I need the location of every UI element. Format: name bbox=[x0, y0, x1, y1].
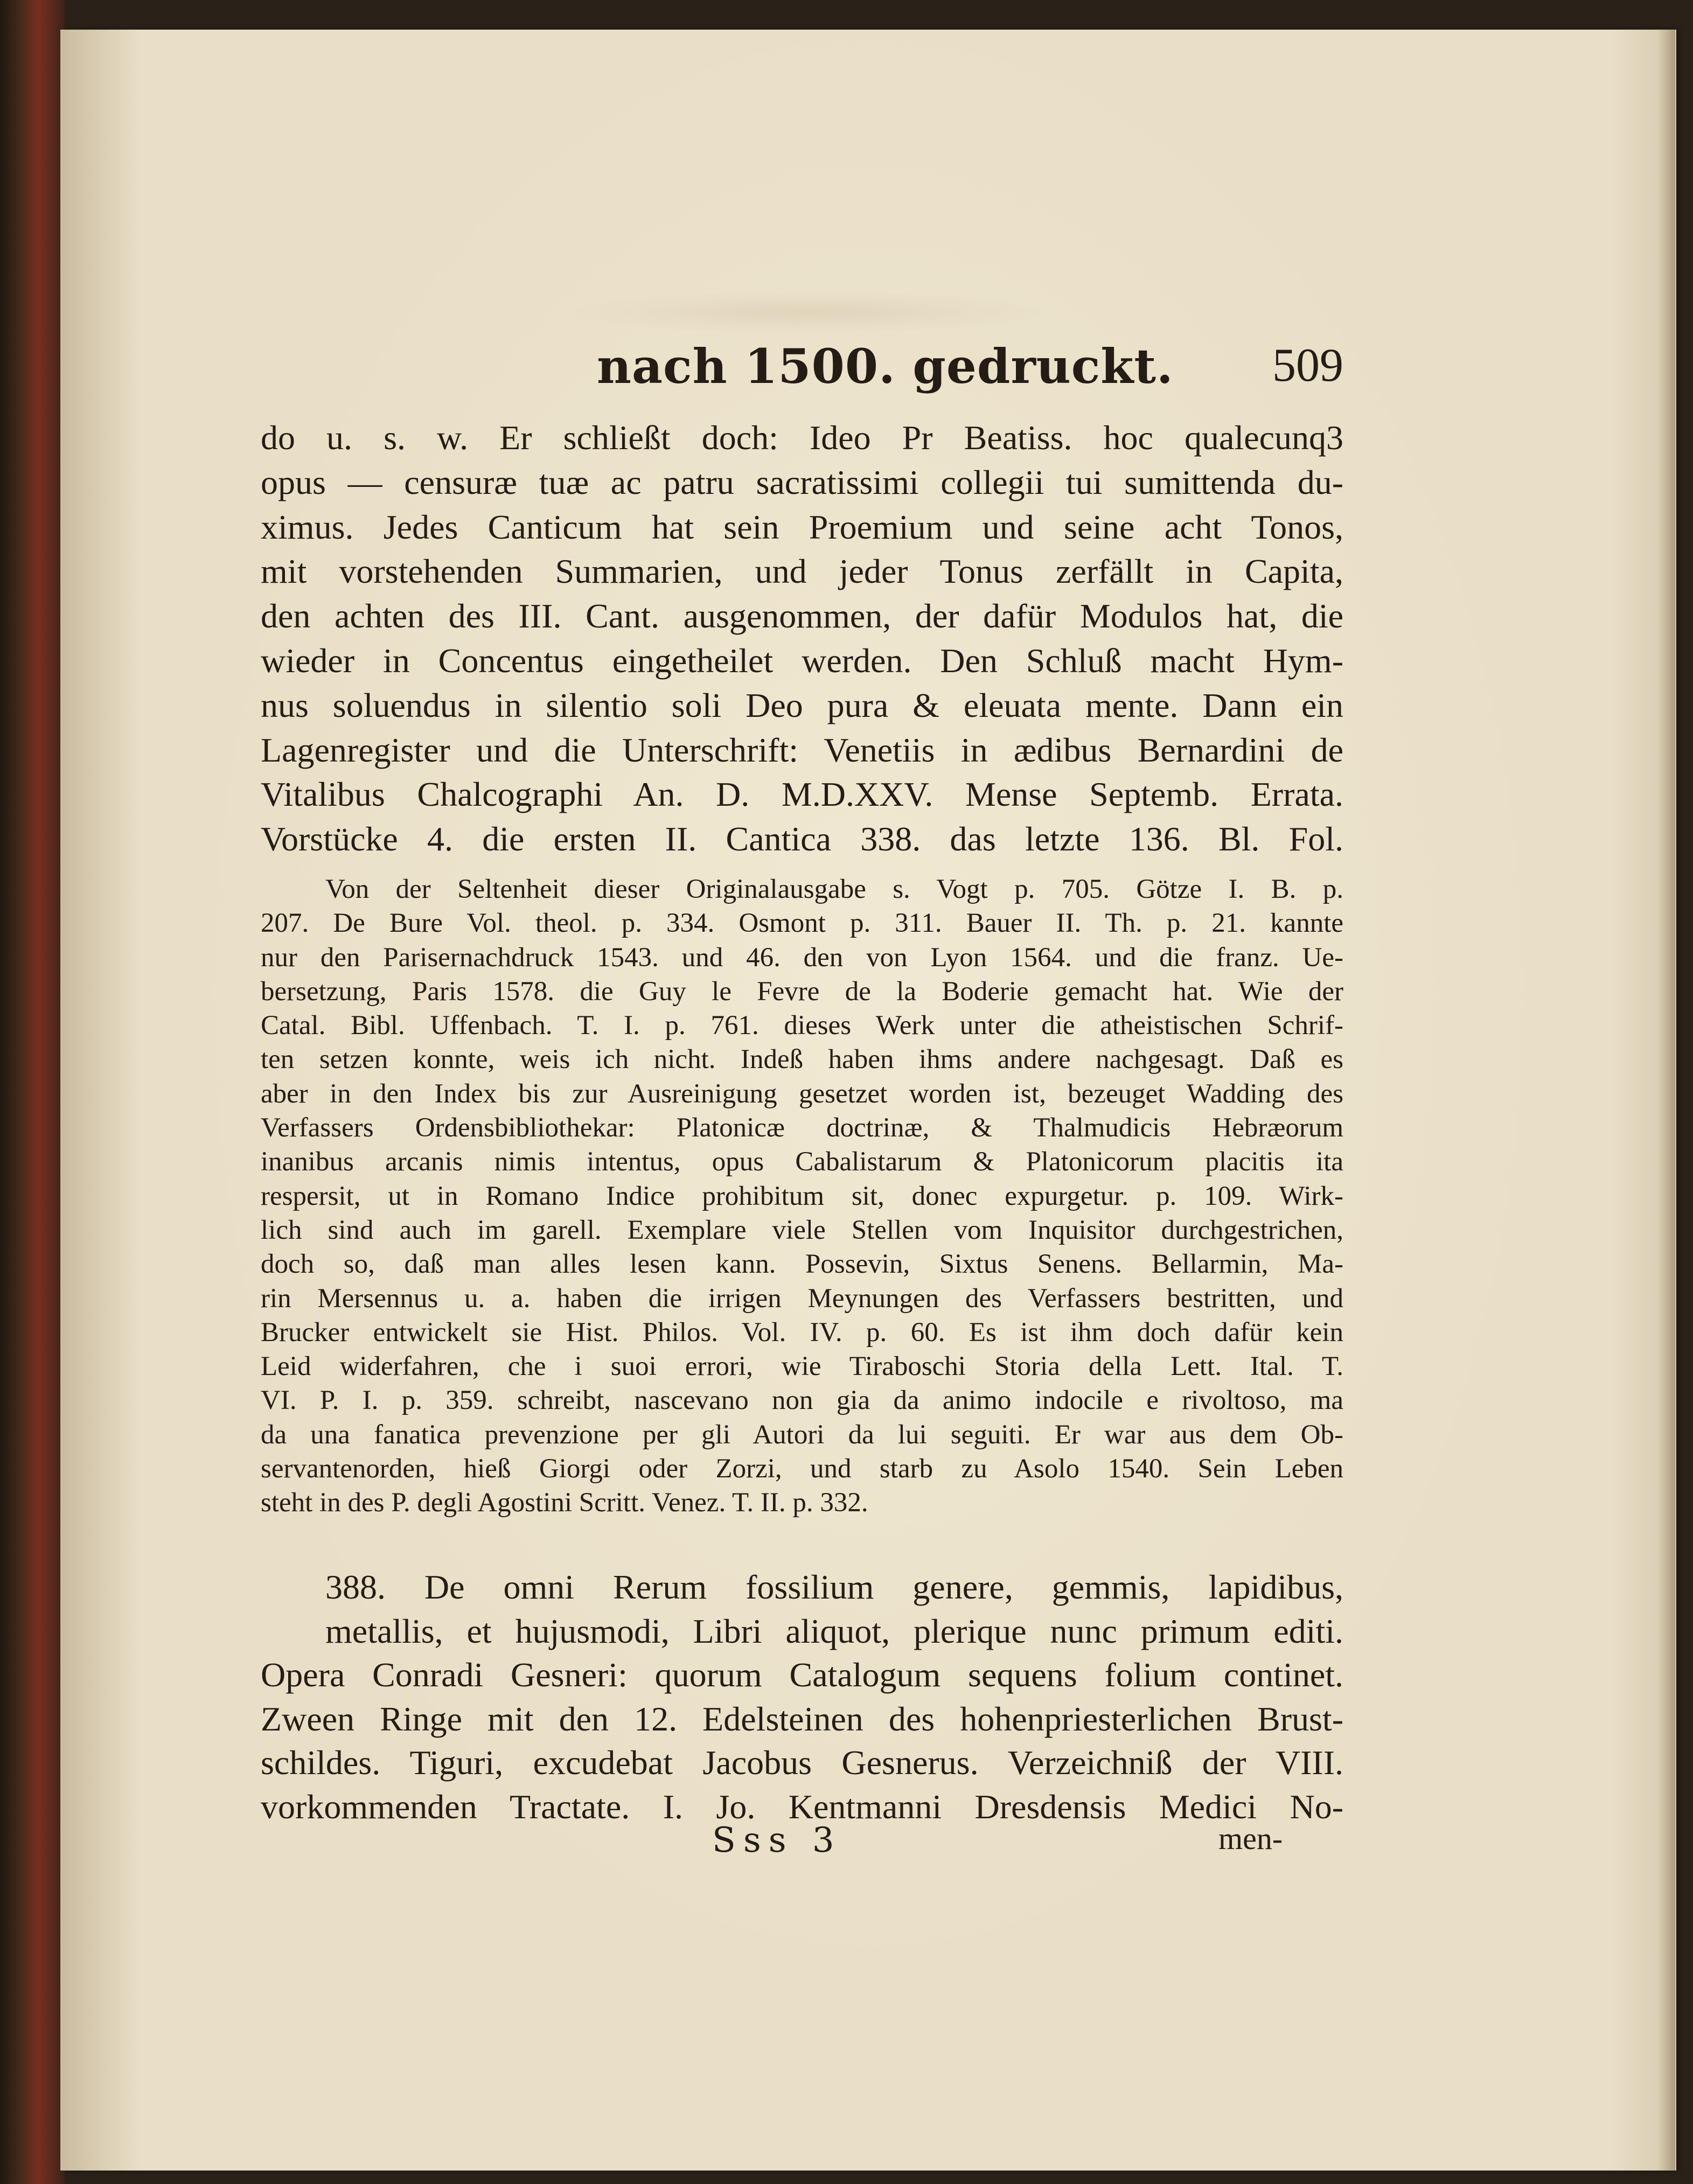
text-line: Lagenregister und die Unterschrift: Venetiis in ædibus Bernardini de bbox=[261, 730, 1343, 769]
note-line: bersetzung, Paris 1578. die Guy le Fevre de la Boderie gemacht hat. Wie der bbox=[261, 976, 1343, 1007]
text-line: wieder in Concentus eingetheilet werden. Den Schluß macht Hym- bbox=[261, 641, 1343, 680]
note-line: ten setzen konnte, weis ich nicht. Indeß haben ihms andere nachgesagt. Daß es bbox=[261, 1044, 1343, 1075]
catchword: men- bbox=[1218, 1821, 1283, 1856]
note-line: Catal. Bibl. Uffenbach. T. I. p. 761. dieses Werk unter die atheistischen Schrif- bbox=[261, 1010, 1343, 1041]
note-line: VI. P. I. p. 359. schreibt, nascevano non gia da animo indocile e rivoltoso, ma bbox=[261, 1385, 1343, 1416]
bleed-through-stain bbox=[566, 291, 1050, 334]
note-line: lich sind auch im garell. Exemplare viele Stellen vom Inquisitor durchgestrichen, bbox=[261, 1215, 1343, 1245]
text-line: opus — censuræ tuæ ac patru sacratissimi collegii tui sumittenda du- bbox=[261, 463, 1343, 501]
note-line: Verfassers Ordensbibliothekar: Platonicæ doctrinæ, & Thalmudicis Hebræorum bbox=[261, 1113, 1343, 1143]
entry-388 bbox=[261, 1565, 1343, 1829]
text-line: Vitalibus Chalcographi An. D. M.D.XXV. Mense Septemb. Errata. bbox=[261, 775, 1343, 814]
entry-line: 388. De omni Rerum fossilium genere, gemmis, lapidibus, bbox=[325, 1568, 1343, 1606]
text-line: ximus. Jedes Canticum hat sein Proemium und seine acht Tonos, bbox=[261, 507, 1343, 546]
note-line: rin Mersennus u. a. haben die irrigen Meynungen des Verfassers bestritten, und bbox=[261, 1283, 1343, 1314]
text-line: Vorstücke 4. die ersten II. Cantica 338. das letzte 136. Bl. Fol. bbox=[261, 820, 1343, 859]
note-line: Von der Seltenheit dieser Originalausgabe s. Vogt p. 705. Götze I. B. p. bbox=[325, 874, 1343, 904]
note-line: doch so, daß man alles lesen kann. Possevin, Sixtus Senens. Bellarmin, Ma- bbox=[261, 1249, 1343, 1280]
text-line: nus soluendus in silentio soli Deo pura & eleuata mente. Dann ein bbox=[261, 686, 1343, 724]
note-line: Brucker entwickelt sie Hist. Philos. Vol. IV. p. 60. Es ist ihm doch dafür kein bbox=[261, 1317, 1343, 1348]
entry-line: Opera Conradi Gesneri: quorum Catalogum sequens folium continet. bbox=[261, 1656, 1343, 1694]
text-line: mit vorstehenden Summarien, und jeder Tonus zerfällt in Capita, bbox=[261, 552, 1343, 591]
note-line: servantenorden, hieß Giorgi oder Zorzi, und starb zu Asolo 1540. Sein Leben bbox=[261, 1454, 1343, 1484]
note-line: inanibus arcanis nimis intentus, opus Cabalistarum & Platonicorum placitis ita bbox=[261, 1147, 1343, 1177]
text-line: do u. s. w. Er schließt doch: Ideo Pr Beatiss. hoc qualecunq3 bbox=[261, 418, 1343, 457]
text-line: den achten des III. Cant. ausgenommen, der dafür Modulos hat, die bbox=[261, 597, 1343, 636]
entry-line: metallis, et hujusmodi, Libri aliquot, plerique nunc primum editi. bbox=[325, 1611, 1343, 1650]
entry-line: Zween Ringe mit den 12. Edelsteinen des hohenpriesterlichen Brust- bbox=[261, 1699, 1343, 1738]
note-line: nur den Parisernachdruck 1543. und 46. den von Lyon 1564. und die franz. Ue- bbox=[261, 942, 1343, 973]
note-line: respersit, ut in Romano Indice prohibitum sit, donec expurgetur. p. 109. Wirk- bbox=[261, 1181, 1343, 1211]
note-line: da una fanatica prevenzione per gli Autori da lui seguiti. Er war aus dem Ob- bbox=[261, 1419, 1343, 1450]
main-paragraph bbox=[261, 416, 1343, 862]
page-edge-shadow bbox=[1659, 30, 1675, 2171]
entry-line: vorkommenden Tractate. I. Jo. Kentmanni Dresdensis Medici No- bbox=[261, 1787, 1343, 1826]
page-number: 509 bbox=[1272, 339, 1343, 392]
note-line: steht in des P. degli Agostini Scritt. Venez. T. II. p. 332. bbox=[261, 1488, 868, 1518]
note-line: Leid widerfahren, che i suoi errori, wie Tiraboschi Storia della Lett. Ital. T. bbox=[261, 1351, 1343, 1382]
running-title: nach 1500. gedruckt. bbox=[597, 338, 1174, 394]
note-line: aber in den Index bis zur Ausreinigung gesetzet worden ist, bezeuget Wadding des bbox=[261, 1078, 1343, 1109]
entry-line: schildes. Tiguri, excudebat Jacobus Gesnerus. Verzeichniß der VIII. bbox=[261, 1743, 1343, 1782]
previous-page-edge bbox=[0, 0, 65, 2184]
note-paragraph bbox=[261, 873, 1343, 1520]
running-header bbox=[261, 333, 1343, 403]
note-line: 207. De Bure Vol. theol. p. 334. Osmont p. 311. Bauer II. Th. p. 21. kannte bbox=[261, 908, 1343, 939]
signature-mark: Sss 3 bbox=[712, 1820, 842, 1860]
